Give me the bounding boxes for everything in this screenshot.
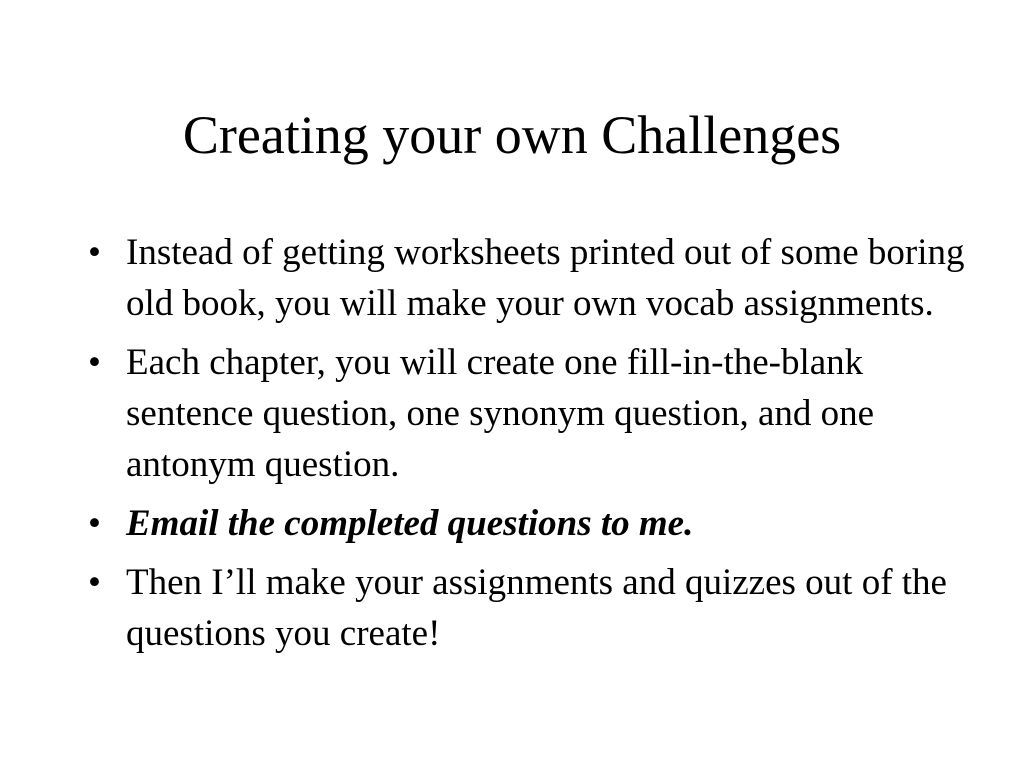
bullet-icon: • [88,562,101,603]
bullet-item [88,337,968,490]
bullet-text: Email the completed questions to me. [126,503,694,544]
bullet-text: Instead of getting worksheets printed out of some boring old book, you will make your own vocab assignments. [126,232,965,324]
bullet-item [88,227,968,329]
bullet-list [88,227,968,667]
bullet-icon: • [88,342,101,383]
bullet-text: Then I’ll make your assignments and quizzes out of the questions you create! [126,562,947,654]
bullet-icon: • [88,232,101,273]
bullet-text: Each chapter, you will create one fill-in-the-blank sentence question, one synonym question, and one antonym question. [126,342,875,485]
bullet-item [88,557,968,659]
bullet-icon: • [88,503,101,544]
slide-title: Creating your own Challenges [182,105,842,165]
bullet-item-emphasis [88,498,968,549]
